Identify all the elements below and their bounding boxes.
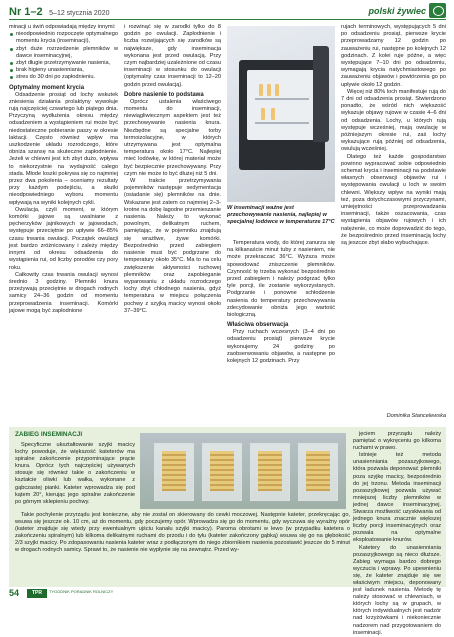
list-item: zbyt duże rozrzedzenie plemników w dawce inseminacyjnej, — [9, 46, 118, 60]
paragraph: minacji u świń odpowiadają między innymi: — [9, 24, 116, 30]
paragraph: Całkowity czas trwania owulacji wynosi średnio 3 godziny. Plemniki knura przeżywają przeciętnie w drogach rodnych samicy 24–36 godzin od momentu przeprowadzenia inseminacji. Komórki jajowe mogą być zapłodnione — [9, 271, 118, 314]
box-column-1 — [15, 442, 135, 512]
page-footer — [9, 588, 449, 600]
semen-tube — [275, 84, 279, 96]
semen-tube — [259, 84, 263, 96]
paragraph: rujach terminowych, występujących 5 dni po odsadzeniu prosiąt, pierwsze krycie przeprowadzamy 12 godzin po zauważeniu rui, następne po kolejnych 12 godzinach. Z kolei ruje późne, a więc występujące 7–10 dni po odsadzeniu, wymagają krycia natychmiastowego po zauważeniu objawów i powtórzenia go po upływie około 12 godzin. — [341, 24, 446, 88]
paragraph: Specyficzne ukształtowanie szyjki macicy lochy powoduje, że większość kateterów ma spiralne zakończenie przypominające prącie knura. Oprócz tych najczęściej używanych stosuje się również takie o zakończeniu w kształcie oliwki lub wałka, wykonane z gąbczastej pianki. Kateter wprowadza się pod kątem 20°, kierując jego spiralne zakończenie po górnym sklepieniu pochwy. — [15, 442, 135, 505]
page-header — [0, 0, 454, 20]
catheter-tip — [306, 451, 330, 491]
box-column-2 — [15, 512, 350, 586]
article-column-3 — [227, 240, 335, 420]
paragraph: Owulacja, czyli moment, w którym komórki jajowe są uwalniane z pęcherzyków jajnikowych w jajowodach, występuje przeciętnie po upływie 66–85% czasu trwania owulacji. Początek owulacji jest bardzo zróżnicowany i zależy między innymi od okresu odsadzenia do wystąpienia rui, od liczby porodów czy pory roku. — [9, 206, 118, 271]
article-column-1 — [9, 24, 118, 420]
fridge-shelf — [255, 122, 309, 124]
semen-tube — [267, 84, 271, 96]
paragraph: Istnieje też metoda unasienniania pozaszyjkowego, która pozwala deponować plemniki poza szyjkę macicy, bezpośrednio do jej trzonu. Metoda inseminacji pozaszyjkowej pozwala używać mniejszej liczby plemników w jednej dawce inseminacyjnej. Stwarza możliwość uzyskiwania od jednego knura znacznie większej liczby porcji inseminacyjnych oraz pozwala na optymalne eksploatowanie knurów. — [353, 452, 441, 544]
author-signature: Dominika Stancelewska — [386, 412, 446, 419]
list-item: brak higieny unasienniania, — [9, 67, 118, 74]
paragraph: Odsadzenie prosiąt od lochy wskutek zniesienia działania prolaktyny wywołuje rują najczęściej czwartego lub piątego dnia. Przyczyną wydłużenia okresu między odsadzeniem a wystąpieniem rui może być niedostateczne pobieranie paszy w okresie laktacji. Często również wpływ ma uszkodzenie układu rozrodczego, które obniża szansę na skuteczne zapłodnienie. Jeżeli w chlewni jest ich zbyt dużo, wpływa to niekorzystnie na wydajność całego stada. Młode loszki pokrywa się co najmniej przez dwa pokolenia – oceniamy rezultaty przy każdym podejściu, a skutki nieodpowiedniego wyboru momentu wpływają na wyniki kolejnych cykli. — [9, 91, 118, 206]
paragraph: Dlatego też każde gospodarstwo powinno wypracować sobie odpowiednio schemat krycia i inseminacji na podstawie własnych obserwacji objawów rui i występowania owulacji u loch w swoim chlewni. Większy wpływ na wyniki mają też, poza dotychczasowymi przyczynami, umiejętności przeprowadzania inseminacji, także oszacowania, czas wystąpienia objawów rujowych i ich natężenie, co może doprowadzić do tego, że bezpośrednio przed inseminacją lochy są jeszcze zbyt słabo wybuchające. — [341, 153, 446, 247]
paragraph: Temperatura wody, do której zanurza się na kilkanaście minut tuby z nasieniem, nie może przekraczać 36°C. Wyższa może spowodować zniszczenie plemników. Czynność tę trzeba wykonać bezpośrednio przed zabiegiem i należy podgrzać tylko tyle porcji, ile zostanie wykorzystanych. Podgrzanie i ponowne schłodzenie nasienia do temperatury przechowywania zdecydowanie obniża jego wartość biologiczną. — [227, 240, 335, 319]
issue-date: 5–12 stycznia 2020 — [49, 10, 110, 17]
list-item: stres do 30 dni po zapłodnieniu. — [9, 74, 118, 81]
paragraph: Katetery do unasienniania pozaszyjkowego są nieco dłuższe. Zabieg wymaga bardzo dobrego wyczucia i wprawy. Po upewnieniu się, że kateter znajduje się we właściwym miejscu, deponowany jest ładunek nasienia. Metodę tę należy stosować w chlewniach, w których lochy są w grupach, w których indywidualnych jest nadzór nad krzyżówkami i niekoniecznie nadzorem nad przygotowaniem do inseminacji. — [353, 544, 441, 636]
paragraph: W trakcie przetrzymywania pojemników następuje sedymentacja (osiadanie się) plemników na dnie. Wskazane jest zatem co najmniej 2–3-krotne na dobę łagodne przemieszanie nasienia. Należy to wykonać powolnym, delikatnym ruchem, pamiętając, że w pojemniku znajdują się wrażliwe, żywe komórki. Bezpośrednio przed zabiegiem nasienie musi być podgrzane do temperatury około 35°C. Ma to na celu zwiększenie aktywności ruchowej plemników oraz zapobieganie wyparowaniu z układu rozrodczego lochy zbyt chłodnego nasienia, gdyż temperatura w miejscu połączenia pochwy z szyjką macicy wynosi około 37–39°C. — [124, 178, 221, 314]
catheter-tip — [210, 451, 234, 491]
publisher-logo: TPR — [27, 589, 47, 598]
paragraph: Przy ruchach wczesnych (3–4 dni po odsadzeniu prosiąt) pierwsze krycie wykonujemy 24 godziny po zaobserwowaniu objawów, a następne po kolejnych 12 godzinach. Przy — [227, 329, 335, 365]
cause-list — [9, 31, 118, 81]
fridge-shelf — [255, 98, 309, 100]
catheter-tip — [258, 451, 282, 491]
section-heading: Właściwa obserwacja — [227, 322, 289, 329]
section-heading: Optymalny moment krycia — [9, 84, 85, 91]
paragraph: jęciem przyrządu należy pamiętać o wykręceniu go kilkoma ruchami w prawo. — [353, 431, 441, 452]
issue-number: Nr 1–2 — [9, 6, 43, 18]
list-item: zbyt długie przetrzymywanie nasienia, — [9, 60, 118, 67]
issue-info — [9, 6, 109, 18]
section-heading: Dobre nasienie to podstawa — [124, 91, 204, 98]
pig-logo-icon — [429, 3, 446, 18]
article-column-4 — [341, 24, 446, 420]
paragraph: Oprócz ustalenia właściwego momentu do inseminacji, niewiągliwiecznym aspektem jest też przechowywanie nasienia knura. Niezbędne są specjalne torby termoizolacyjne, w których utrzymywana jest optymalna temperatura około 17°C. Najlepiej mieć lodówkę, w której materiał może być bezpiecznie przechowywany. Przy czym nie może to być dłużej niż 5 dni. — [124, 98, 221, 177]
fridge-photo — [227, 26, 335, 202]
photo-caption: W inseminacji ważne jest przechowywanie nasienia, najlepiej w specjalnej lodówce w temperaturze 17°C — [227, 205, 335, 225]
paragraph: Takie pochylenie przyrządu jest konieczne, aby nie został on skierowany do cewki moczowej. Następnie kateter, przekręcając go, wsuwa się jeszcze ok. 10 cm, aż do momentu, gdy poczujemy opór. Wprowadza się go do momentu, gdy wyczuwa się wyraźny opór (kateter znajduje się wtedy przy ewentualnym ujściu kanału szyjki macicy). Paroma obrotami w lewo (w przypadku katetera o zakończeniu spiralnym) lub kilkoma delikatnymi ruchami do przodu i do tyłu (kateter zakończony gąbką) wsuwa się go na głębokość 2/3 szyjki macicy. Po zdopasowaniu nasienia kateter wraz z podłączonym do niego zbiornikiem nasienia pozostawić jeszcze do 5 minut w drogach rodnych samicy. Sprawi to, że nasienie nie wypłynie się na zewnątrz. Przed wy- — [15, 512, 350, 554]
catheter-photo — [140, 433, 346, 509]
paragraph: i rozwinąć się w zarodki tylko do 8 godzin po owulacji. Zapłodnienie i liczba rozwijających się zarodków są największe, gdy inseminacja wykonana jest przed owulacją. Przy czym najbardziej uzależnione od czasu inseminacji w stosunku do owulacji (optymalny czas inseminacji to 12–20 godzin przed owulacją). — [124, 24, 222, 88]
semen-tube — [261, 108, 265, 120]
box-title: ZABIEG INSEMINACJI — [15, 431, 83, 438]
header-rule — [9, 19, 446, 20]
article-column-2 — [124, 24, 221, 420]
fridge-door — [313, 46, 329, 142]
page-number: 54 — [9, 588, 20, 598]
fridge-interior — [247, 70, 317, 140]
publisher-name: TYGODNIK PORADNIK ROLNICZY — [49, 589, 114, 594]
list-item: nieodpowiednio rozpoczęte optymalnego momentu krycia (inseminacji), — [9, 31, 118, 45]
paragraph: Więcej niż 80% loch manifestuje rują do 7 dni od odsadzenia prosiąt. Stwierdzono ponadto, że wśród nich większość wykazuje objawy rujowe w czasie 4–6 dni od odsadzenia. Lochy, u których rują występuje wcześniej, mają owulację w późniejszym okresie rui, zaś lochy wykazujące rują później od odsadzenia, owulują wcześniej. — [341, 88, 446, 153]
box-column-3 — [353, 431, 441, 636]
semen-tube — [271, 108, 275, 120]
section-brand: polski żywiec — [368, 6, 426, 16]
catheter-tip — [162, 451, 186, 491]
